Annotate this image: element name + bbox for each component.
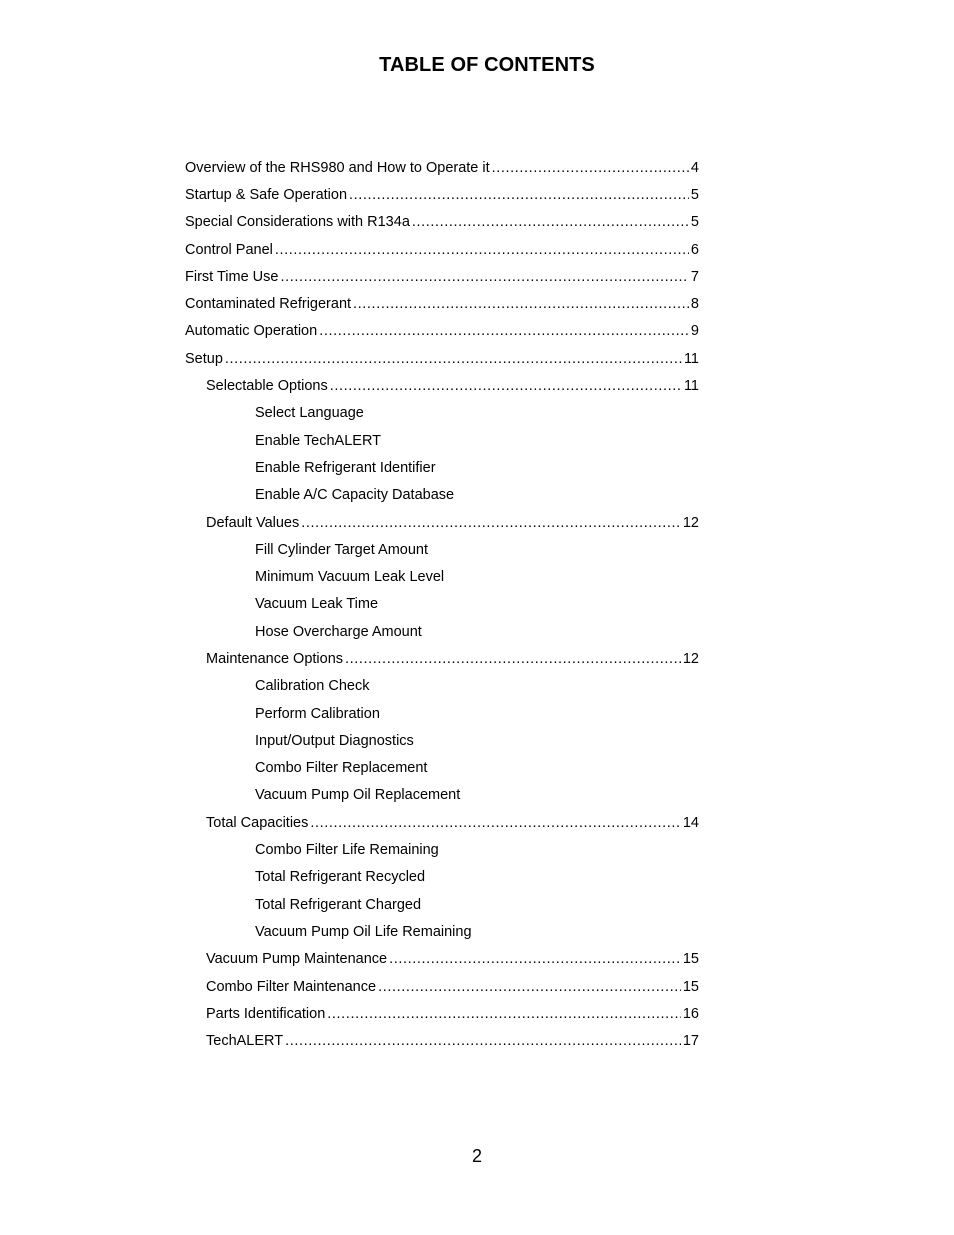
toc-entry[interactable] — [185, 973, 699, 1000]
toc-entry[interactable] — [185, 154, 699, 181]
toc-entry-title: Combo Filter Maintenance — [206, 978, 377, 995]
toc-entry[interactable] — [185, 891, 699, 918]
toc-entry[interactable] — [185, 400, 699, 427]
toc-dot-leader — [301, 515, 681, 531]
toc-entry-title: Combo Filter Replacement — [255, 760, 428, 777]
toc-entry-page: 11 — [683, 350, 699, 367]
toc-entry-title: Maintenance Options — [206, 650, 344, 667]
toc-dot-leader — [378, 979, 681, 995]
toc-entry[interactable] — [185, 427, 699, 454]
toc-dot-leader — [389, 951, 681, 967]
toc-entry[interactable] — [185, 181, 699, 208]
toc-entry[interactable] — [185, 236, 699, 263]
toc-entry[interactable] — [185, 864, 699, 891]
toc-entry-title: Special Considerations with R134a — [185, 214, 410, 231]
toc-entry-page: 8 — [690, 296, 699, 313]
toc-entry-title: Calibration Check — [255, 678, 370, 695]
toc-entry[interactable] — [185, 755, 699, 782]
toc-dot-leader — [412, 214, 689, 230]
toc-entry-title: Automatic Operation — [185, 323, 318, 340]
toc-entry-page: 7 — [690, 268, 699, 285]
toc-entry-title: Combo Filter Life Remaining — [255, 842, 439, 859]
toc-entry-page: 17 — [682, 1033, 699, 1050]
toc-entry-page: 14 — [682, 814, 699, 831]
toc-entry[interactable] — [185, 209, 699, 236]
toc-entry[interactable] — [185, 318, 699, 345]
toc-entry[interactable] — [185, 782, 699, 809]
toc-entry[interactable] — [185, 482, 699, 509]
toc-entry[interactable] — [185, 454, 699, 481]
toc-entry[interactable] — [185, 563, 699, 590]
toc-entry-title: Fill Cylinder Target Amount — [255, 541, 429, 558]
toc-entry[interactable] — [185, 345, 699, 372]
toc-dot-leader — [492, 160, 689, 176]
toc-entry-title: Hose Overcharge Amount — [255, 623, 422, 640]
toc-dot-leader — [275, 242, 689, 258]
toc-entry-title: Enable A/C Capacity Database — [255, 487, 455, 504]
toc-entry-page: 4 — [690, 159, 699, 176]
toc-entry[interactable] — [185, 645, 699, 672]
toc-entry[interactable] — [185, 1000, 699, 1027]
toc-entry-title: Minimum Vacuum Leak Level — [255, 569, 445, 586]
toc-entry[interactable] — [185, 809, 699, 836]
toc-entry-title: Total Refrigerant Charged — [255, 896, 422, 913]
toc-entry-title: Input/Output Diagnostics — [255, 732, 414, 749]
toc-entry-title: Vacuum Pump Maintenance — [206, 951, 388, 968]
toc-dot-leader — [353, 296, 689, 312]
toc-entry[interactable] — [185, 1028, 699, 1055]
toc-entry-title: Vacuum Pump Oil Replacement — [255, 787, 461, 804]
toc-entry-title: Startup & Safe Operation — [185, 186, 348, 203]
toc-entry-page: 5 — [690, 214, 699, 231]
toc-entry[interactable] — [185, 836, 699, 863]
toc-entry[interactable] — [185, 946, 699, 973]
toc-dot-leader — [310, 815, 681, 831]
toc-entry-page: 6 — [690, 241, 699, 258]
toc-entry-title: Perform Calibration — [255, 705, 380, 722]
toc-entry-title: Default Values — [206, 514, 300, 531]
page-title: TABLE OF CONTENTS — [379, 54, 595, 76]
toc-entry-title: Select Language — [255, 405, 364, 422]
toc-entry-title: Selectable Options — [206, 378, 328, 395]
toc-entry[interactable] — [185, 509, 699, 536]
toc-entry[interactable] — [185, 727, 699, 754]
toc-entry-title: Parts Identification — [206, 1005, 326, 1022]
toc-entry-page: 12 — [682, 650, 699, 667]
toc-entry-title: Contaminated Refrigerant — [185, 296, 352, 313]
toc-entry[interactable] — [185, 591, 699, 618]
toc-dot-leader — [319, 323, 689, 339]
toc-entry[interactable] — [185, 263, 699, 290]
toc-entry-title: Vacuum Pump Oil Life Remaining — [255, 923, 472, 940]
toc-dot-leader — [345, 651, 681, 667]
toc-entry-page: 16 — [682, 1005, 699, 1022]
toc-entry[interactable] — [185, 618, 699, 645]
toc-entry-page: 11 — [683, 378, 699, 395]
toc-entry-title: Enable Refrigerant Identifier — [255, 459, 436, 476]
toc-entry-page: 9 — [690, 323, 699, 340]
toc-entry-title: Enable TechALERT — [255, 432, 382, 449]
toc-entry-page: 12 — [682, 514, 699, 531]
toc-entry-title: Overview of the RHS980 and How to Operate it — [185, 159, 490, 176]
toc-dot-leader — [225, 351, 682, 367]
toc-entry[interactable] — [185, 918, 699, 945]
toc-entry[interactable] — [185, 536, 699, 563]
toc-entry-title: TechALERT — [206, 1033, 284, 1050]
toc-entry[interactable] — [185, 700, 699, 727]
toc-entry-page: 5 — [690, 186, 699, 203]
toc-entry[interactable] — [185, 673, 699, 700]
table-of-contents — [185, 154, 699, 1055]
toc-entry[interactable] — [185, 290, 699, 317]
toc-dot-leader — [285, 1033, 681, 1049]
toc-entry-title: Control Panel — [185, 241, 273, 258]
toc-entry-page: 15 — [682, 951, 699, 968]
toc-entry-title: Total Refrigerant Recycled — [255, 869, 426, 886]
toc-dot-leader — [327, 1006, 681, 1022]
toc-entry-title: Vacuum Leak Time — [255, 596, 379, 613]
toc-entry-page: 15 — [682, 978, 699, 995]
toc-entry-title: Total Capacities — [206, 814, 309, 831]
toc-entry[interactable] — [185, 372, 699, 399]
toc-dot-leader — [349, 187, 689, 203]
toc-entry-title: Setup — [185, 350, 223, 367]
page-number: 2 — [471, 1146, 482, 1166]
toc-entry-title: First Time Use — [185, 268, 279, 285]
toc-dot-leader — [280, 269, 688, 285]
toc-dot-leader — [330, 378, 682, 394]
